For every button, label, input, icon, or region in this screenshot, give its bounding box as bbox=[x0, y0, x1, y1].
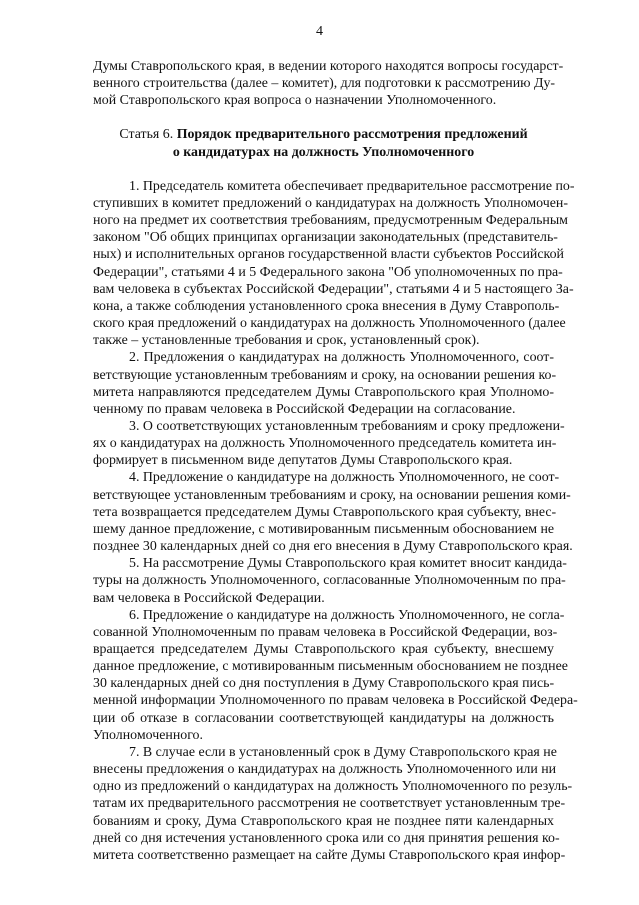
text-line: 7. В случае если в установленный срок в Думу Ставропольского края не bbox=[129, 744, 557, 760]
text-line: данное предложение, с мотивированным письменным обоснованием не позднее bbox=[93, 659, 568, 675]
text-line: тета возвращается председателем Думы Ставропольского края субъекту, внес- bbox=[93, 504, 557, 520]
text-line: менной информации Уполномоченного по правам человека в Российской Федера- bbox=[93, 693, 578, 709]
text-line: Думы Ставропольского края, в ведении которого находятся вопросы государст- bbox=[93, 59, 564, 74]
text-line: Уполномоченного. bbox=[93, 727, 203, 743]
text-line: 2. Предложения о кандидатурах на должность Уполномоченного, соот- bbox=[129, 350, 554, 366]
text-line: митета соответственно размещает на сайте Думы Ставропольского края инфор- bbox=[93, 847, 566, 863]
text-line: бованиям и сроку, Дума Ставропольского края не позднее пяти календарных bbox=[93, 813, 554, 829]
paragraph bbox=[93, 555, 567, 606]
text-line: 5. На рассмотрение Думы Ставропольского края комитет вносит кандида- bbox=[129, 556, 567, 572]
text-line: 6. Предложение о кандидатуре на должность Уполномоченного, не согла- bbox=[129, 607, 565, 623]
text-line: вам человека в субъектах Российской Федерации", статьями 4 и 5 настоящего За- bbox=[93, 281, 574, 297]
text-line: мой Ставропольского края вопроса о назначении Уполномоченного. bbox=[93, 93, 497, 109]
text-line: туры на должность Уполномоченного, согласованные Уполномоченным по пра- bbox=[93, 573, 566, 589]
text-line: татам их предварительного рассмотрения не соответствует установленным тре- bbox=[93, 796, 566, 812]
paragraph bbox=[93, 178, 575, 350]
text-line: законом "Об общих принципах организации законодательных (представитель- bbox=[93, 230, 558, 246]
article-paragraphs bbox=[93, 178, 578, 864]
text-line: венного строительства (далее – комитет), для подготовки к рассмотрению Ду- bbox=[93, 76, 556, 92]
text-line: ветствующие установленным требованиям и сроку, на основании решения ко- bbox=[93, 367, 557, 383]
article-heading-line bbox=[93, 126, 554, 143]
text-line: ного на предмет их соответствия требованиям, предусмотренным Федеральным bbox=[93, 213, 568, 229]
article-label: Статья 6. bbox=[119, 127, 174, 143]
text-line: вращается председателем Думы Ставропольского края субъекту, внесшему bbox=[93, 642, 554, 657]
text-line: Федерации", статьями 4 и 5 Федерального закона "Об уполномоченных по пра- bbox=[93, 264, 563, 280]
text-line: вам человека в Российской Федерации. bbox=[93, 590, 325, 606]
text-line: позднее 30 календарных дней со дня его внесения в Думу Ставропольского края. bbox=[93, 539, 573, 555]
intro-paragraph bbox=[93, 58, 564, 109]
text-line: 3. О соответствующих установленным требованиям и сроку предложени- bbox=[129, 418, 565, 434]
paragraph bbox=[93, 418, 565, 469]
text-line: ции об отказе в согласовании соответствующей кандидатуры на должность bbox=[93, 710, 554, 726]
text-line: 1. Председатель комитета обеспечивает предварительное рассмотрение по- bbox=[129, 178, 575, 194]
document-body bbox=[93, 58, 578, 864]
text-line: формирует в письменном виде депутатов Думы Ставропольского края. bbox=[93, 453, 513, 469]
text-line: шему данное предложение, с мотивированным письменным обоснованием не bbox=[93, 521, 555, 537]
text-line: сованной Уполномоченным по правам человека в Российской Федерации, воз- bbox=[93, 624, 558, 640]
text-line: одно из предложений о кандидатурах на должность Уполномоченного по резуль- bbox=[93, 779, 573, 795]
text-line: 30 календарных дней со дня поступления в Думу Ставропольского края пись- bbox=[93, 676, 555, 692]
paragraph bbox=[93, 607, 578, 744]
paragraph bbox=[93, 349, 557, 418]
text-line: ветствующее установленным требованиям и сроку, на основании решения коми- bbox=[93, 487, 571, 503]
text-line: ского края предложений о кандидатурах на должность Уполномоченного (далее bbox=[93, 316, 566, 332]
text-line: кона, а также соблюдения установленного срока внесения в Думу Ставрополь- bbox=[93, 298, 560, 314]
text-line: ях о кандидатурах на должность Уполномоченного председатель комитета ин- bbox=[93, 436, 557, 452]
paragraph bbox=[93, 469, 573, 555]
paragraph bbox=[93, 744, 573, 864]
text-line: 4. Предложение о кандидатуре на должность Уполномоченного, не соот- bbox=[129, 470, 560, 486]
text-line: ных) и исполнительных органов государственной власти субъектов Российской bbox=[93, 247, 564, 263]
text-line: митета направляются председателем Думы Ставропольского края Уполномо- bbox=[93, 384, 554, 400]
page-number: 4 bbox=[316, 24, 323, 39]
text-line: ступивших в комитет предложений о кандидатурах на должность Уполномочен- bbox=[93, 195, 568, 211]
article-heading-line bbox=[93, 144, 554, 161]
text-line: также – установленные требования и срок, установленный срок). bbox=[93, 333, 480, 349]
text-line: ченному по правам человека в Российской Федерации на согласование. bbox=[93, 401, 516, 417]
text-line: внесены предложения о кандидатурах на должность Уполномоченного или ни bbox=[93, 762, 557, 778]
article-heading bbox=[93, 126, 554, 160]
article-title: Порядок предварительного рассмотрения предложений bbox=[176, 127, 528, 143]
text-line: дней со дня истечения установленного срока или со дня принятия решения ко- bbox=[93, 830, 560, 846]
article-title: о кандидатурах на должность Уполномоченного bbox=[172, 144, 475, 160]
